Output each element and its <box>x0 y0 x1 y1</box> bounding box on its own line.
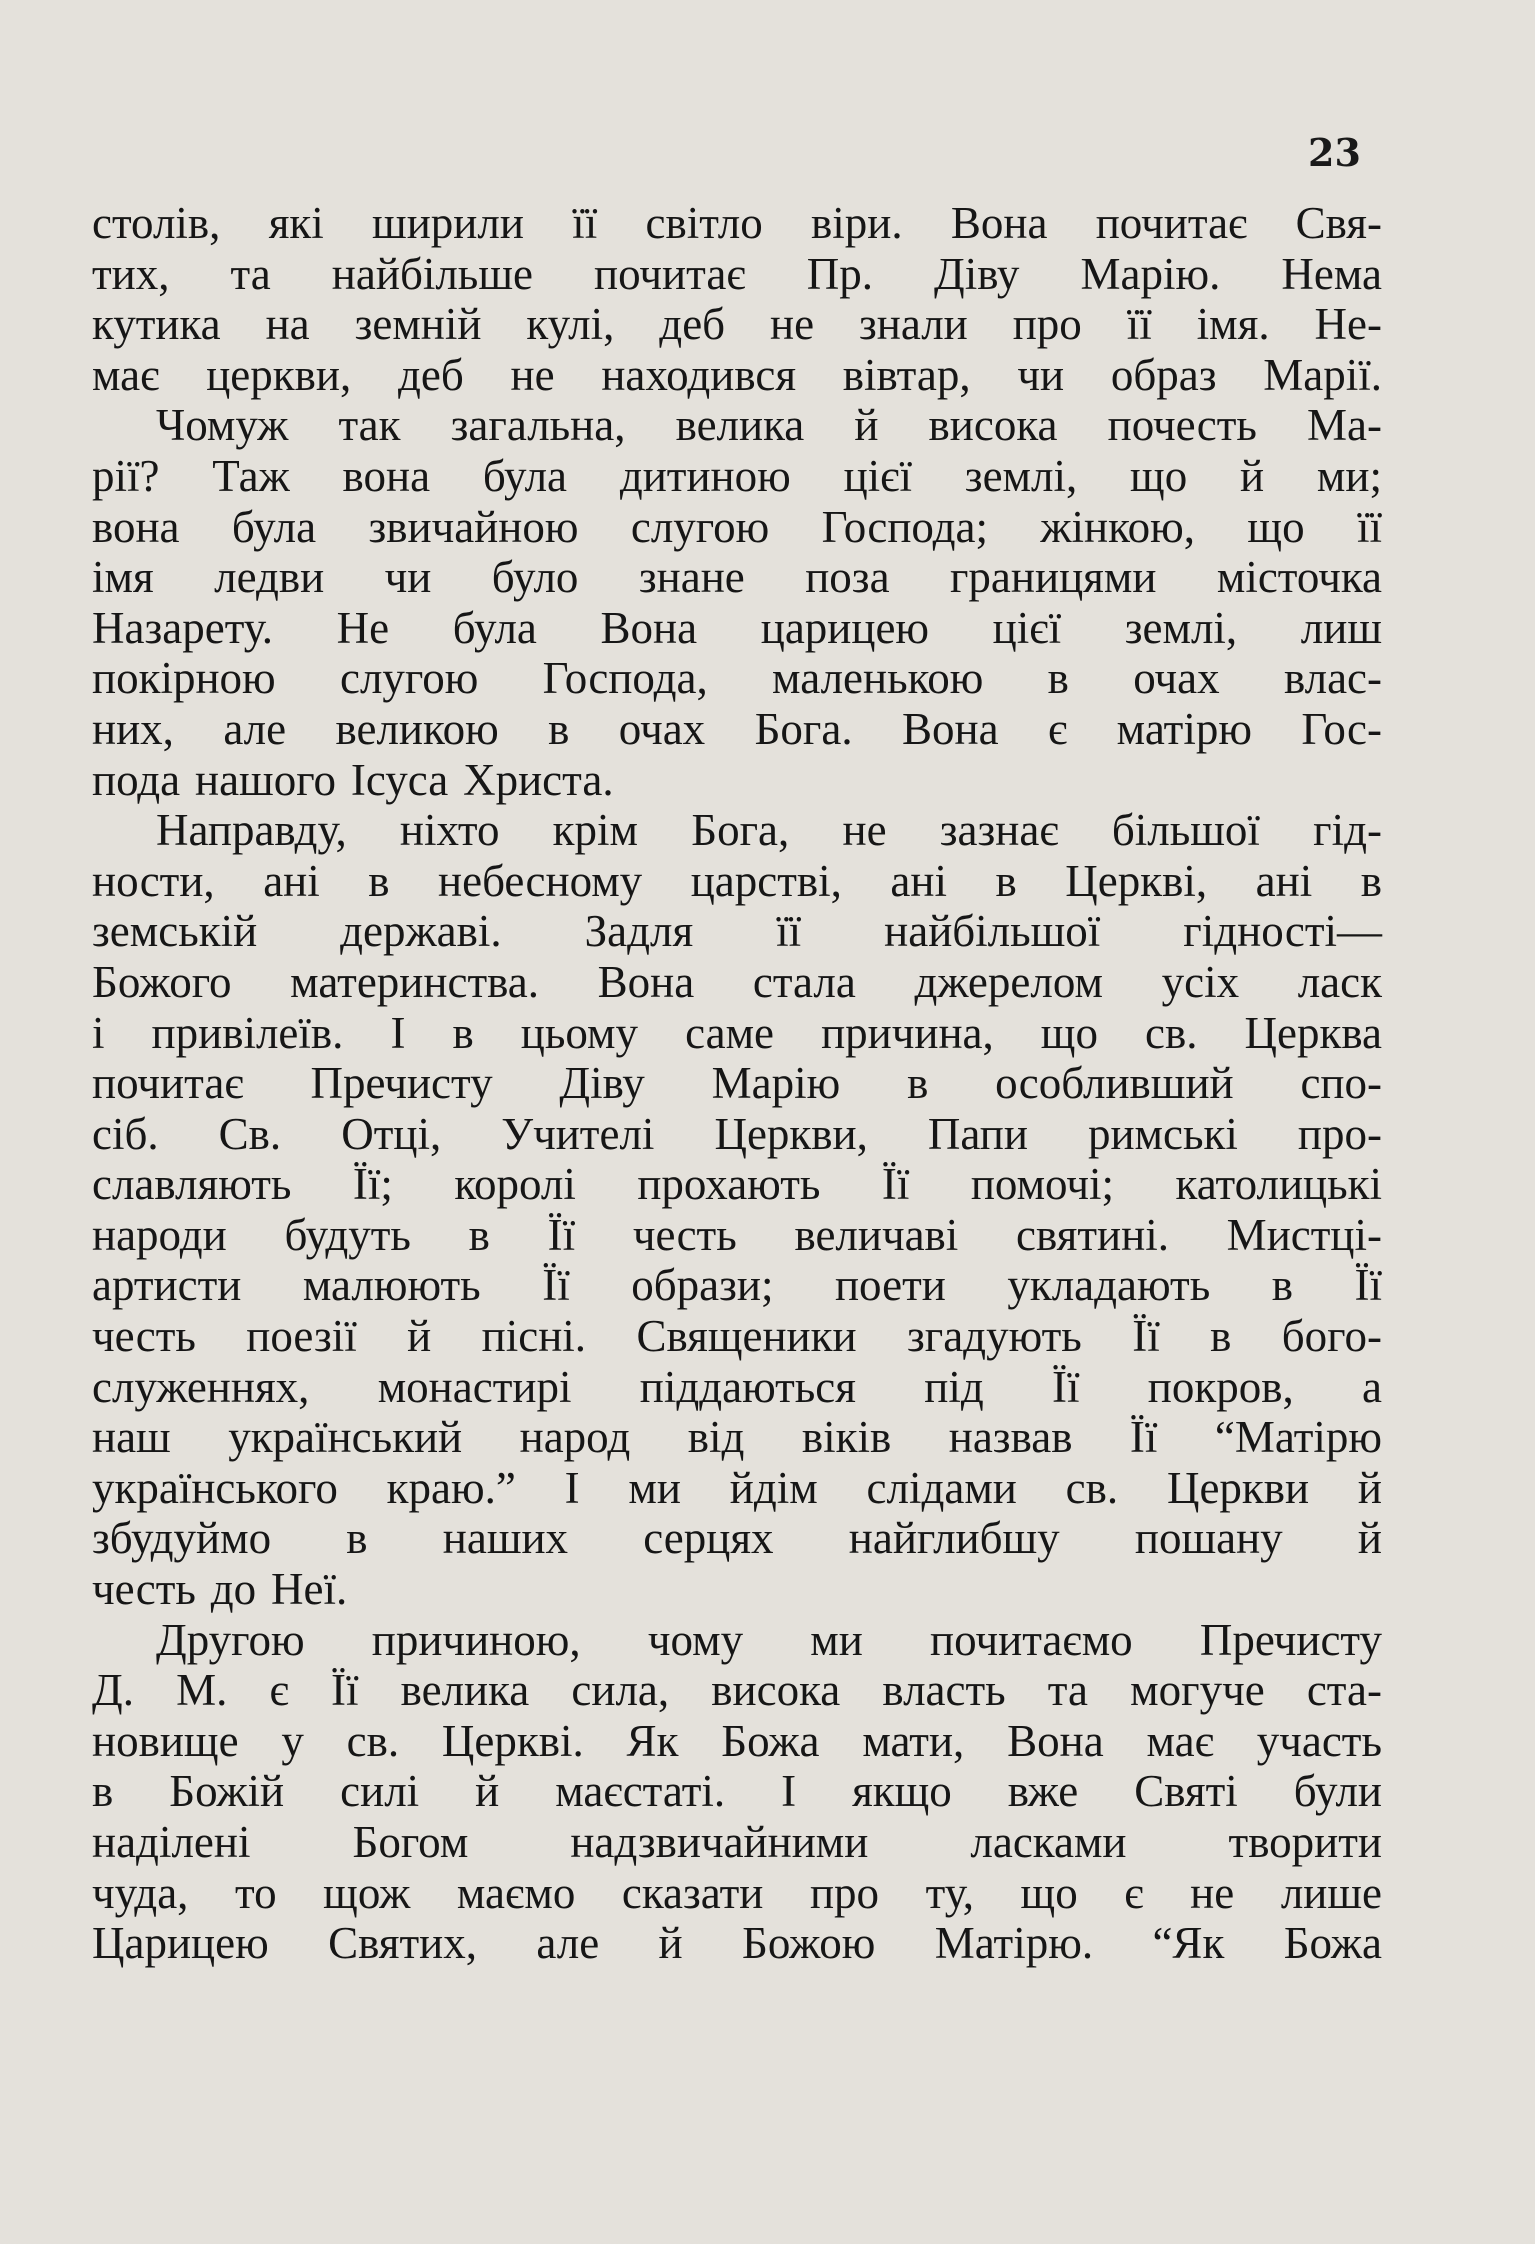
text-line: столів, які ширили її світло віри. Вона почитає Свя- <box>92 198 1382 248</box>
paragraph-4 <box>92 1615 1382 1969</box>
text-line: них, але великою в очах Бога. Вона є матірю Гос- <box>92 703 1382 754</box>
text-line: наш український народ від віків назвав Її “Матірю <box>92 1412 1382 1463</box>
text-line: вона була звичайною слугою Господа; жінкою, що її <box>92 501 1382 552</box>
text-line: Направду, ніхто крім Бога, не зазнає більшої гід- <box>156 805 1382 856</box>
text-line: і привілеїв. І в цьому саме причина, що св. Церква <box>92 1007 1382 1058</box>
text-line: славляють Її; королі прохають Її помочі; католицькі <box>92 1159 1382 1210</box>
text-line: Другою причиною, чому ми почитаємо Пречисту <box>156 1614 1382 1665</box>
text-line: рії? Таж вона була дитиною цієї землі, що й ми; <box>92 450 1382 501</box>
text-line: Назарету. Не була Вона царицею цієї землі, лиш <box>92 602 1382 653</box>
text-line: в Божій силі й маєстаті. І якщо вже Святі були <box>92 1766 1382 1817</box>
text-line: кутика на земній кулі, деб не знали про її імя. Не- <box>92 299 1382 350</box>
text-line: Д. М. є Її велика сила, висока власть та могуче ста- <box>92 1665 1382 1716</box>
text-line: покірною слугою Господа, маленькою в очах влас- <box>92 653 1382 704</box>
text-line: ности, ані в небесному царстві, ані в Церкві, ані в <box>92 855 1382 906</box>
paragraph-3 <box>92 805 1382 1615</box>
text-line: імя ледви чи було знане поза границями місточка <box>92 552 1382 603</box>
text-line: почитає Пречисту Діву Марію в особливший спо- <box>92 1058 1382 1109</box>
text-line: Чомуж так загальна, велика й висока почесть Ма- <box>156 400 1382 451</box>
text-line: збудуймо в наших серцях найглибшу пошану й <box>92 1513 1382 1564</box>
text-line: наділені Богом надзвичайними ласками творити <box>92 1817 1382 1867</box>
paragraph-2 <box>92 400 1382 805</box>
text-line: Царицею Святих, але й Божою Матірю. “Як Божа <box>92 1918 1382 1969</box>
text-line: новище у св. Церкві. Як Божа мати, Вона має участь <box>92 1715 1382 1766</box>
body-text <box>92 198 1382 1969</box>
text-line: пода нашого Ісуса Христа. <box>92 754 614 805</box>
text-line: чуда, то щож маємо сказати про ту, що є не лише <box>92 1867 1382 1918</box>
text-line: має церкви, деб не находився вівтар, чи образ Марії. <box>92 349 1382 400</box>
page-number: 23 <box>1308 130 1361 175</box>
text-line: честь поезії й пісні. Священики згадують Її в бого- <box>92 1311 1382 1362</box>
text-line: Божого материнства. Вона стала джерелом усіх ласк <box>92 956 1382 1007</box>
paragraph-1 <box>92 198 1382 400</box>
text-line: сіб. Св. Отці, Учителі Церкви, Папи римські про- <box>92 1108 1382 1159</box>
text-line: земській державі. Задля її найбільшої гідності— <box>92 906 1382 957</box>
text-line: служеннях, монастирі піддаються під Її покров, а <box>92 1361 1382 1412</box>
text-line: тих, та найбільше почитає Пр. Діву Марію. Нема <box>92 248 1382 299</box>
text-line: народи будуть в Її честь величаві святині. Мистці- <box>92 1209 1382 1260</box>
text-line: українського краю.” І ми йдім слідами св. Церкви й <box>92 1462 1382 1513</box>
text-line: артисти малюють Її образи; поети укладають в Її <box>92 1260 1382 1311</box>
text-line: честь до Неї. <box>92 1564 348 1615</box>
